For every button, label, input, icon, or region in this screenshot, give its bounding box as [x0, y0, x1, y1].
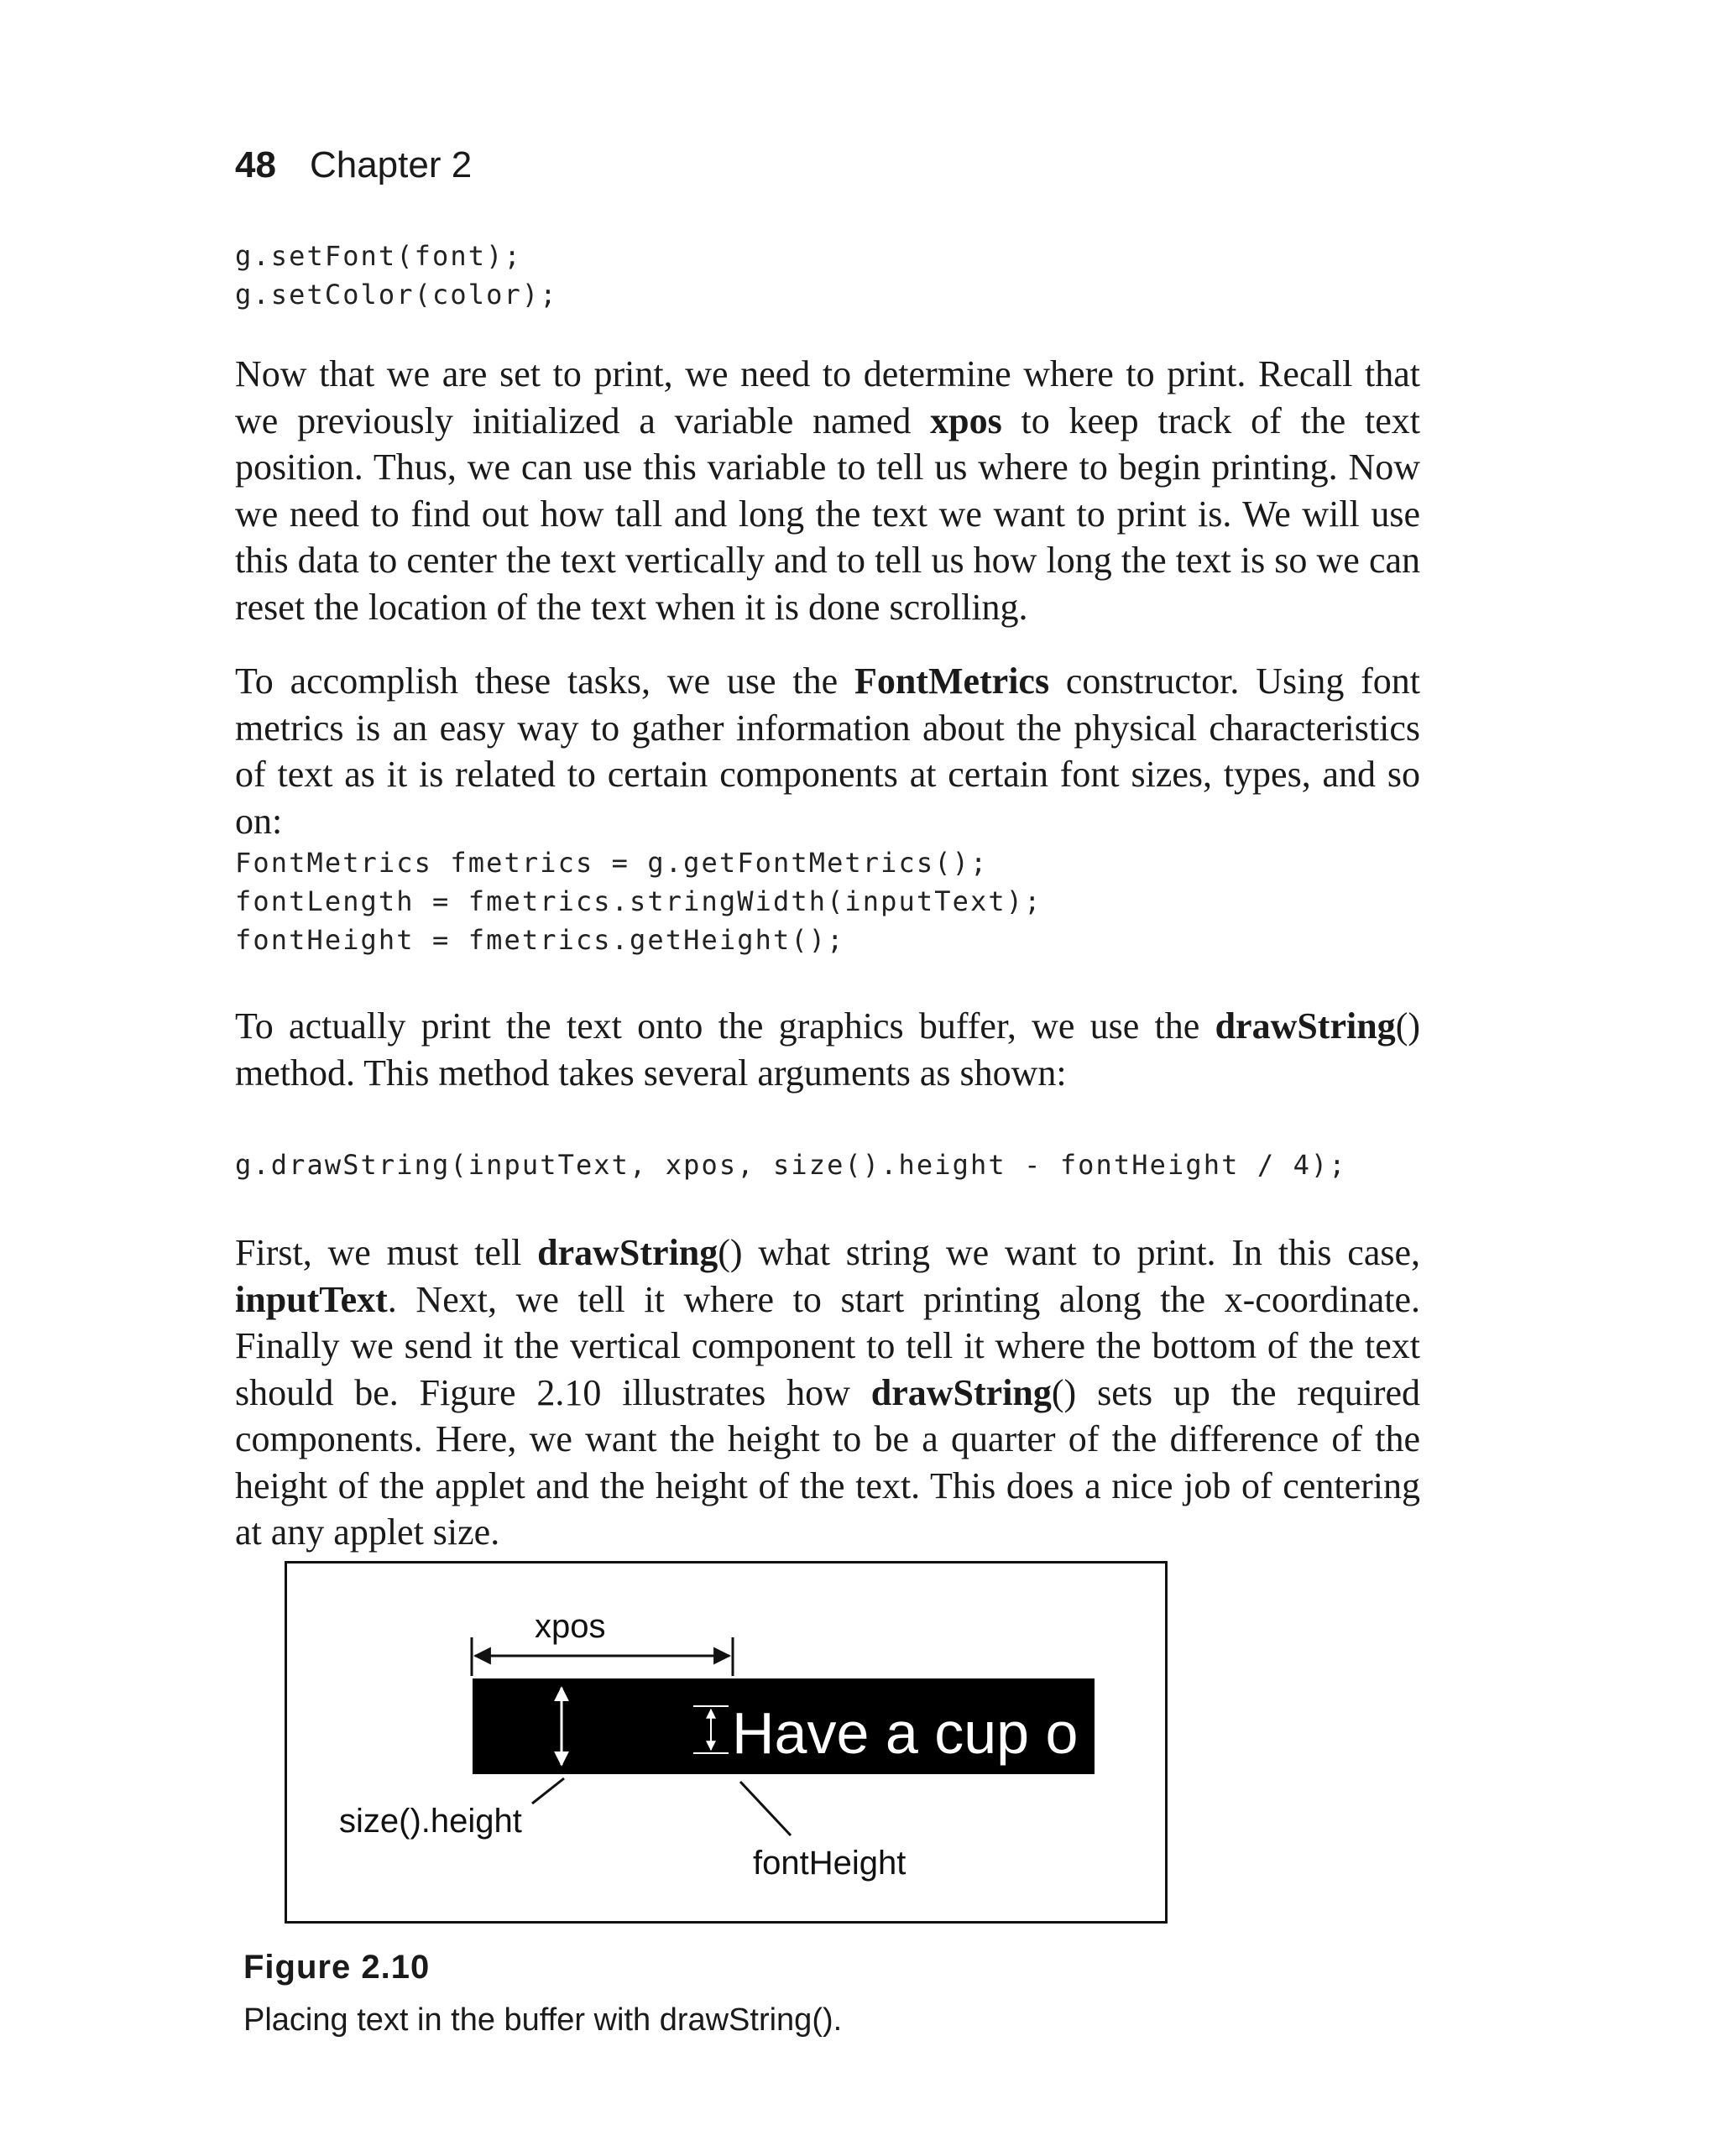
emphasized-term: inputText [235, 1278, 388, 1320]
code-line: g.drawString(inputText, xpos, size().height - fontHeight / 4); [235, 1149, 1347, 1181]
paragraph-text: () what string we want to print. In this case, [718, 1232, 1421, 1273]
font-height-label: fontHeight [753, 1845, 907, 1882]
paragraph-text: First, we must tell [235, 1232, 538, 1273]
size-height-leader [532, 1778, 564, 1804]
chapter-title: Chapter 2 [309, 144, 473, 185]
code-line: fontHeight = fmetrics.getHeight(); [235, 924, 845, 956]
code-block-drawstring [235, 1146, 1347, 1184]
code-line: g.setColor(color); [235, 279, 558, 311]
paragraph-text: () method. This method takes several arguments as shown: [235, 1005, 1420, 1094]
paragraph-text: To accomplish these tasks, we use the [235, 660, 854, 702]
font-height-leader [740, 1782, 791, 1835]
figure-caption-title: Figure 2.10 [243, 1949, 431, 1986]
page-number: 48 [235, 144, 276, 185]
paragraph-text: Now that we are set to print, we need to determine where to print. Recall that we previously initialized a variable named [235, 353, 1420, 441]
size-height-label: size().height [339, 1803, 522, 1840]
figure-diagram [285, 1561, 1168, 1924]
paragraph-drawstring-explanation [235, 1229, 1420, 1556]
paragraph-fontmetrics [235, 658, 1420, 844]
emphasized-term: FontMetrics [854, 660, 1050, 702]
paragraph-text: to keep track of the text position. Thus, we can use this variable to tell us where to begin printing. Now we need to find out how tall and long the text we want to print is. We will use this data to center the text vertically and to tell us how long the text is so we can reset the location of the text when it is done scrolling. [235, 399, 1421, 628]
paragraph-text: To actually print the text onto the graphics buffer, we use the [235, 1005, 1215, 1047]
code-block-set-font [235, 237, 558, 314]
xpos-label: xpos [535, 1608, 606, 1645]
diagram-svg [287, 1563, 1170, 1926]
emphasized-term: drawString [537, 1232, 718, 1273]
page-header [235, 144, 472, 186]
paragraph-text: constructor. Using font metrics is an easy way to gather information about the physical characteristics of text as it is related to certain components at certain font sizes, types, and so on: [235, 660, 1420, 842]
code-block-font-metrics [235, 843, 1042, 959]
paragraph-text: () sets up the required components. Here, we want the height to be a quarter of the difference of the height of the applet and the height of the text. This does a nice job of centering at any applet size. [235, 1371, 1420, 1553]
banner-text: Have a cup o [732, 1700, 1079, 1766]
paragraph-drawstring-intro [235, 1003, 1420, 1096]
code-line: g.setFont(font); [235, 240, 522, 272]
paragraph-xpos [235, 351, 1420, 630]
emphasized-term: drawString [870, 1371, 1052, 1413]
code-line: fontLength = fmetrics.stringWidth(inputText); [235, 885, 1042, 917]
emphasized-term: xpos [930, 399, 1002, 441]
emphasized-term: drawString [1215, 1005, 1396, 1047]
code-line: FontMetrics fmetrics = g.getFontMetrics(); [235, 847, 989, 879]
figure-caption-text: Placing text in the buffer with drawString(). [243, 2002, 843, 2038]
paragraph-text: . Next, we tell it where to start printing along the x-coordinate. Finally we send it the vertical component to tell it where the bottom of the text should be. Figure 2.10 illustrates how [235, 1278, 1420, 1413]
